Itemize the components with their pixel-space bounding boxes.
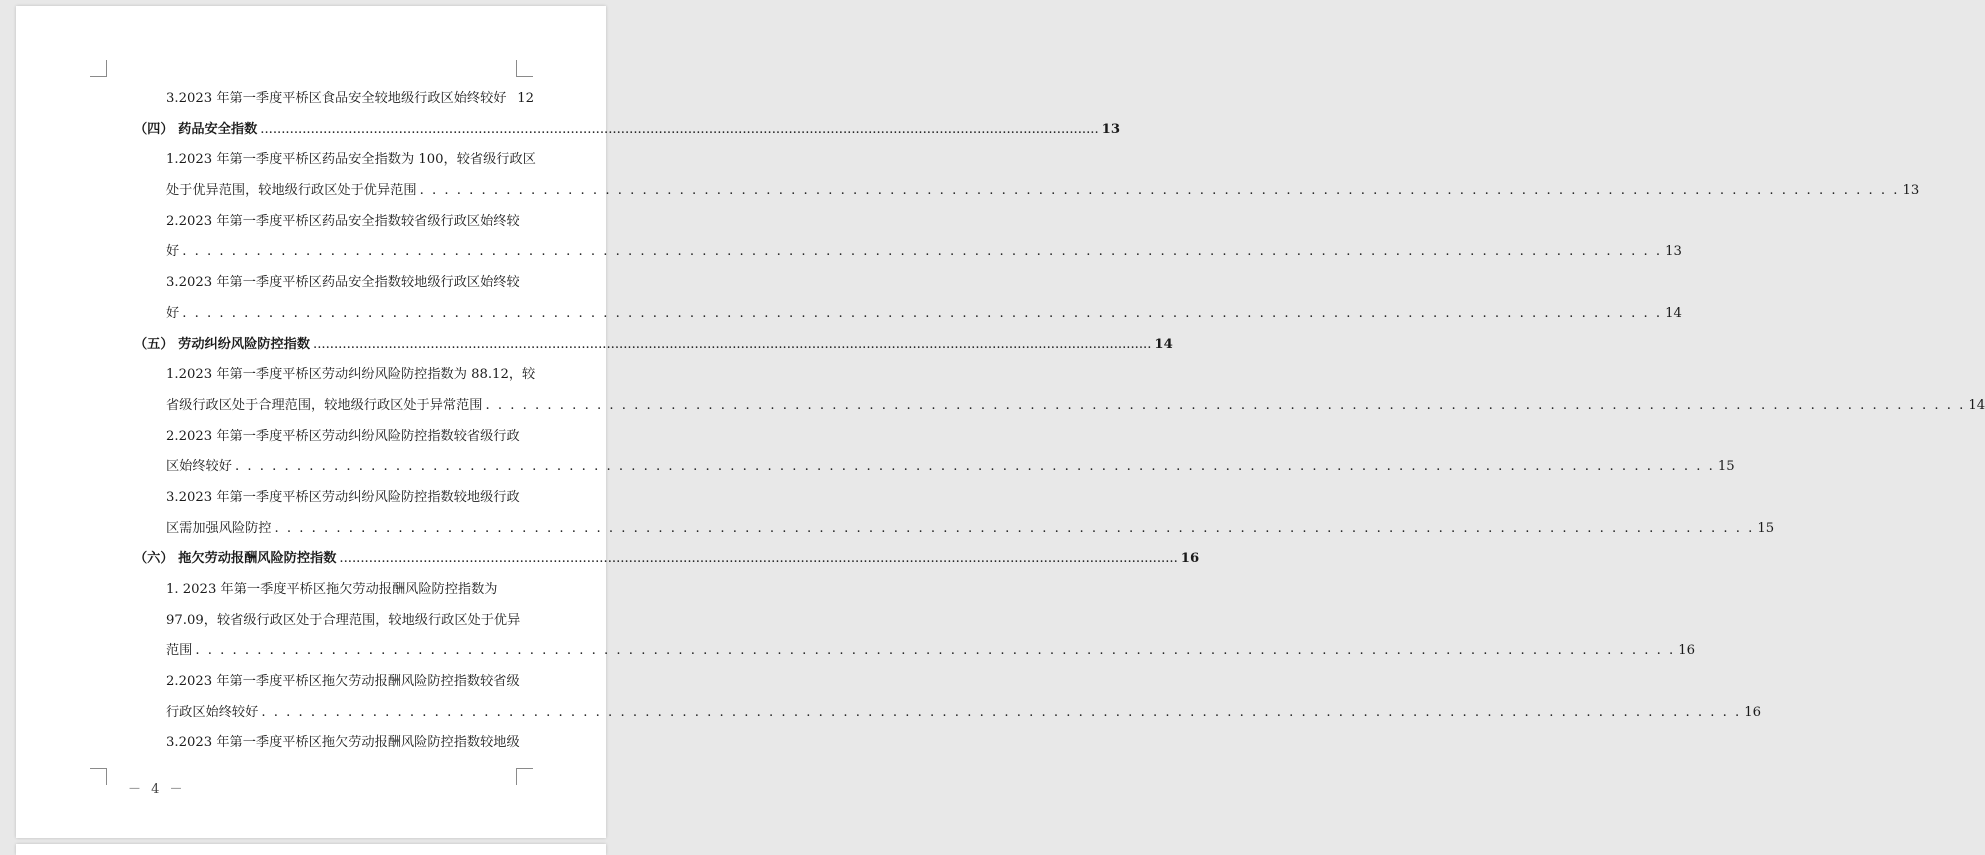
dot-leader: ........................................................................................................................................................................................................ (313, 336, 1152, 352)
toc-entry-text: 好 (166, 244, 180, 260)
toc-entry-line[interactable] (134, 84, 534, 115)
toc-page-number: 14 (1665, 305, 1682, 321)
toc-entry-line[interactable] (134, 483, 534, 514)
dot-leader: . . . . . . . . . . . . . . . . . . . . . . . . . . . . . . . . . . . . . . . . . . . . . . . . . . . . . . . . . . . . . . . . . . . . . . . . . . . . . . . . . . . . . . . . . . . . . . . . . . . . . . . . . . . . . . . . . . . . . . . . (261, 704, 1742, 720)
toc-page-number: 13 (1665, 244, 1682, 260)
toc-entry-line[interactable] (134, 207, 534, 238)
dot-leader: . . . . . . . . . . . . . . . . . . . . . . . . . . . . . . . . . . . . . . . . . . . . . . . . . . . . . . . . . . . . . . . . . . . . . . . . . . . . . . . . . . . . . . . . . . . . . . . . . . . . . . . . . . . . . . . . . . . . . . . . (274, 520, 1755, 536)
toc-page-number: 13 (1101, 121, 1121, 137)
dot-leader: . . . . . . . . . . . . . . . . . . . . . . . . . . . . . . . . . . . . . . . . . . . . . . . . . . . . . . . . . . . . . . . . . . . . . . . . . . . . . . . . . . . . . . . . . . . . . . . . . . . . . . . . . . . . . . . . . . . . . . . . (182, 244, 1663, 260)
toc-entry-line[interactable] (134, 176, 1920, 207)
toc-entry-text: 97.09，较省级行政区处于合理范围，较地级行政区处于优异 (166, 612, 521, 628)
corner-crop-mark (516, 768, 533, 785)
toc-entry-line[interactable] (134, 606, 534, 637)
toc-page-number: 12 (517, 91, 534, 106)
dot-leader: . . . . . . . . . . . . . . . . . . . . . . . . . . . . . . . . . . . . . . . . . . . . . . . . . . . . . . . . . . . . . . . . . . . . . . . . . . . . . . . . . . . . . . . . . . . . . . . . . . . . . . . . . . . . . . . . . . . . . . . . (182, 305, 1663, 321)
toc-entry-text: 1.2023 年第一季度平桥区劳动纠纷风险防控指数为 88.12，较 (166, 367, 536, 383)
toc-entry-text: 范围 (166, 643, 193, 659)
dot-leader: ........................................................................................................................................................................................................ (339, 551, 1178, 567)
toc-entry-text: 3.2023 年第一季度平桥区食品安全较地级行政区始终较好 (166, 91, 507, 106)
toc-entry-text: 1. 2023 年第一季度平桥区拖欠劳动报酬风险防控指数为 (166, 582, 498, 597)
toc-entry-line[interactable] (134, 575, 534, 606)
toc-section-heading[interactable] (134, 115, 1121, 146)
document-page (16, 6, 1985, 838)
toc-entry-text: 2.2023 年第一季度平桥区劳动纠纷风险防控指数较省级行政 (166, 428, 520, 444)
page-number: － 4 － (128, 782, 186, 797)
toc-entry-text: 2.2023 年第一季度平桥区拖欠劳动报酬风险防控指数较省级 (166, 674, 520, 690)
toc-entry-text: （五） 劳动纠纷风险防控指数 (134, 336, 311, 352)
toc-entry-line[interactable] (134, 698, 1761, 729)
toc-page-number: 16 (1744, 704, 1761, 720)
toc-page-number: 13 (1902, 183, 1920, 199)
toc-page-number: 15 (1717, 459, 1735, 475)
toc-entry-text: 2.2023 年第一季度平桥区药品安全指数较省级行政区始终较 (166, 213, 520, 229)
toc-entry-text: 区始终较好 (166, 459, 232, 475)
dot-leader: . . . . . . . . . . . . . . . . . . . . . . . . . . . . . . . . . . . . . . . . . . . . . . . . . . . . . . . . . . . . . . . . . . . . . . . . . . . . . . . . . . . . . . . . . . . . . . . . . . . . . . . . . . . . . . . . . . . . . . . . (419, 183, 1900, 199)
toc-page-number: 16 (1678, 643, 1696, 659)
toc-entry-line[interactable] (134, 514, 1775, 545)
toc-entry-text: 处于优异范围，较地级行政区处于优异范围 (166, 183, 417, 199)
toc-entry-line[interactable] (134, 360, 534, 391)
toc-entry-line[interactable] (134, 268, 534, 299)
toc-entry-line[interactable] (134, 299, 1682, 330)
dot-leader: . . . . . . . . . . . . . . . . . . . . . . . . . . . . . . . . . . . . . . . . . . . . . . . . . . . . . . . . . . . . . . . . . . . . . . . . . . . . . . . . . . . . . . . . . . . . . . . . . . . . . . . . . . . . . . . . . . . . . . . . (485, 397, 1966, 413)
toc-entry-line[interactable] (134, 452, 1735, 483)
dot-leader: ........................................................................................................................................................................................................ (260, 121, 1099, 137)
toc-page-number: 15 (1757, 520, 1775, 536)
toc-entry-line[interactable] (134, 636, 1696, 667)
table-of-contents (134, 84, 1985, 759)
corner-crop-mark (90, 60, 107, 77)
toc-entry-text: 1.2023 年第一季度平桥区药品安全指数为 100，较省级行政区 (166, 152, 536, 168)
toc-entry-text: 3.2023 年第一季度平桥区拖欠劳动报酬风险防控指数较地级 (166, 735, 520, 751)
toc-entry-line[interactable] (134, 667, 534, 698)
toc-entry-text: 省级行政区处于合理范围，较地级行政区处于异常范围 (166, 397, 483, 413)
toc-entry-line[interactable] (134, 422, 534, 453)
toc-entry-text: 3.2023 年第一季度平桥区药品安全指数较地级行政区始终较 (166, 275, 520, 291)
toc-entry-line[interactable] (134, 145, 534, 176)
dot-leader: . . . . . . . . . . . . . . . . . . . . . . . . . . . . . . . . . . . . . . . . . . . . . . . . . . . . . . . . . . . . . . . . . . . . . . . . . . . . . . . . . . . . . . . . . . . . . . . . . . . . . . . . . . . . . . . . . . . . . . . . (195, 643, 1676, 659)
toc-entry-text: 行政区始终较好 (166, 704, 259, 720)
corner-crop-mark (90, 768, 107, 785)
toc-entry-text: （六） 拖欠劳动报酬风险防控指数 (134, 551, 337, 567)
toc-section-heading[interactable] (134, 330, 1173, 361)
toc-entry-text: 好 (166, 305, 180, 321)
toc-entry-line[interactable] (134, 391, 1985, 422)
toc-entry-line[interactable] (134, 728, 534, 759)
corner-crop-mark (516, 60, 533, 77)
toc-page-number: 14 (1968, 397, 1985, 413)
toc-entry-text: 3.2023 年第一季度平桥区劳动纠纷风险防控指数较地级行政 (166, 489, 520, 505)
toc-section-heading[interactable] (134, 544, 1200, 575)
toc-page-number: 16 (1180, 551, 1200, 567)
toc-entry-line[interactable] (134, 237, 1682, 268)
toc-entry-text: （四） 药品安全指数 (134, 121, 258, 137)
next-page-edge (16, 844, 606, 855)
dot-leader: . . . . . . . . . . . . . . . . . . . . . . . . . . . . . . . . . . . . . . . . . . . . . . . . . . . . . . . . . . . . . . . . . . . . . . . . . . . . . . . . . . . . . . . . . . . . . . . . . . . . . . . . . . . . . . . . . . . . . . . . (234, 459, 1715, 475)
toc-entry-text: 区需加强风险防控 (166, 520, 272, 536)
toc-page-number: 14 (1154, 336, 1173, 352)
